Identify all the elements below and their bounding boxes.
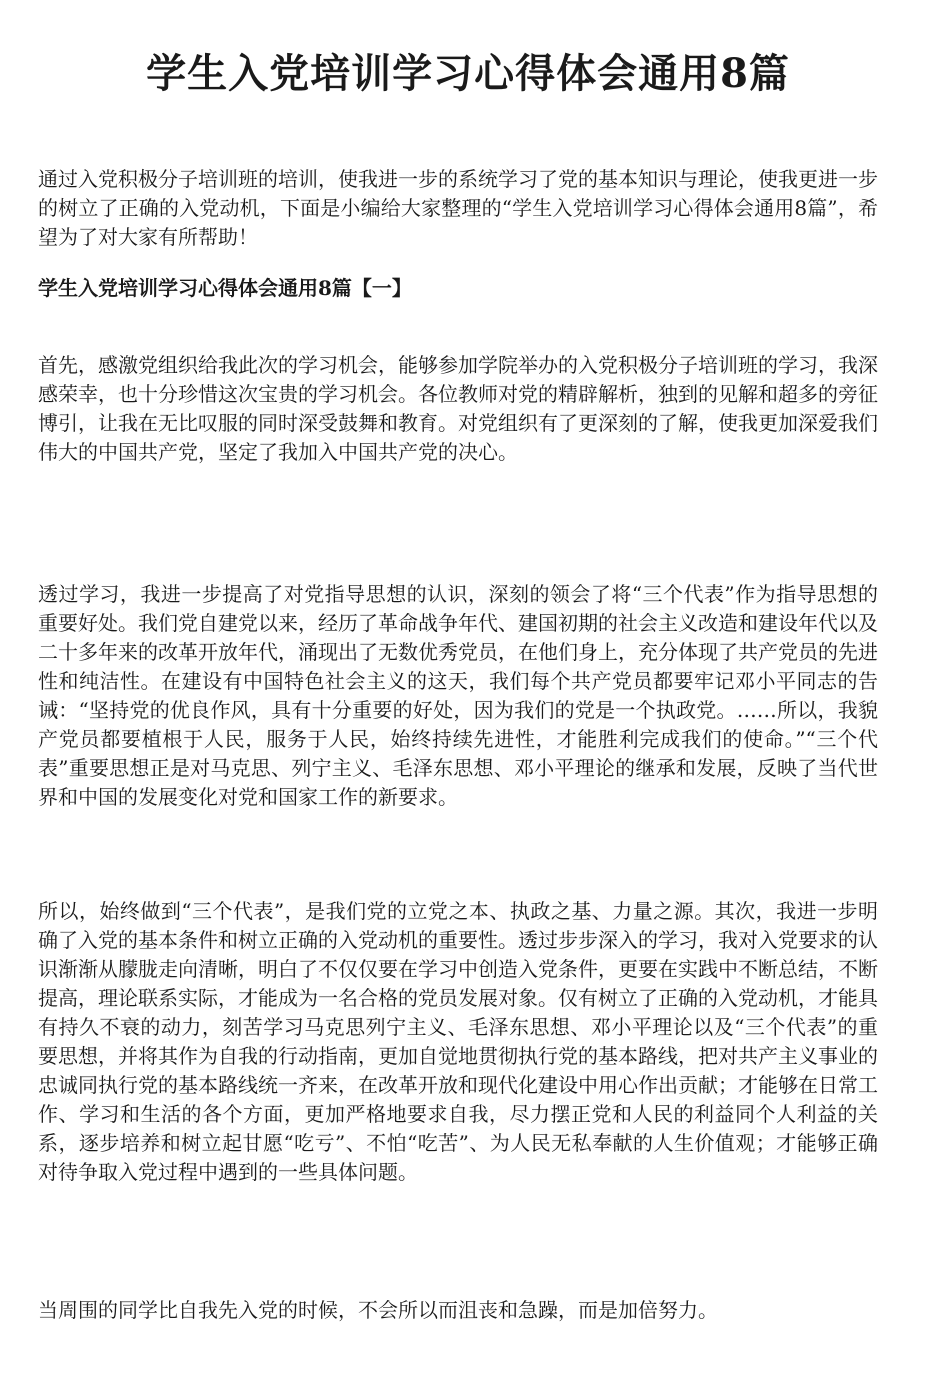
body-paragraph-1: 首先，感激党组织给我此次的学习机会，能够参加学院举办的入党积极分子培训班的学习，我深感荣幸，也十分珍惜这次宝贵的学习机会。各位教师对党的精辟解析，独到的见解和超多的旁征博引，让我在无比叹服的同时深受鼓舞和教育。对党组织有了更深刻的了解，使我更加深爱我们伟大的中国共产党，坚定了我加入中国共产党的决心。 — [38, 353, 878, 464]
body-paragraph-3: 所以，始终做到“三个代表”，是我们党的立党之本、执政之基、力量之源。其次，我进一步明确了入党的基本条件和树立正确的入党动机的重要性。透过步步深入的学习，我对入党要求的认识渐渐从朦胧走向清晰，明白了不仅仅要在学习中创造入党条件，更要在实践中不断总结，不断提高，理论联系实际，才能成为一名合格的党员发展对象。仅有树立了正确的入党动机，才能具有持久不衰的动力，刻苦学习马克思列宁主义、毛泽东思想、邓小平理论以及“三个代表”的重要思想，并将其作为自我的行动指南，更加自觉地贯彻执行党的基本路线，把对共产主义事业的忠诚同执行党的基本路线统一齐来，在改革开放和现代化建设中用心作出贡献；才能够在日常工作、学习和生活的各个方面，更加严格地要求自我，尽力摆正党和人民的利益同个人利益的关系，逐步培养和树立起甘愿“吃亏”、不怕“吃苦”、为人民无私奉献的人生价值观；才能够正确对待争取入党过程中遇到的一些具体问题。 — [38, 899, 878, 1184]
body-paragraph-2: 透过学习，我进一步提高了对党指导思想的认识，深刻的领会了将“三个代表”作为指导思想的重要好处。我们党自建党以来，经历了革命战争年代、建国初期的社会主义改造和建设年代以及二十多年来的改革开放年代，涌现出了无数优秀党员，在他们身上，充分体现了共产党员的先进性和纯洁性。在建设有中国特色社会主义的这天，我们每个共产党员都要牢记邓小平同志的告诫：“坚持党的优良作风，具有十分重要的好处，因为我们的党是一个执政党。……所以，我貌产党员都要植根于人民，服务于人民，始终持续先进性，才能胜利完成我们的使命。”“三个代表”重要思想正是对马克思、列宁主义、毛泽东思想、邓小平理论的继承和发展，反映了当代世界和中国的发展变化对党和国家工作的新要求。 — [38, 582, 878, 809]
section-heading: 学生入党培训学习心得体会通用8篇【一】 — [38, 276, 412, 300]
document-title: 学生入党培训学习心得体会通用8篇 — [146, 50, 790, 97]
body-paragraph-4: 当周围的同学比自我先入党的时候，不会所以而沮丧和急躁，而是加倍努力。 — [38, 1298, 718, 1322]
intro-paragraph: 通过入党积极分子培训班的培训，使我进一步的系统学习了党的基本知识与理论，使我更进一步的树立了正确的入党动机，下面是小编给大家整理的“学生入党培训学习心得体会通用8篇”，希望为了对大家有所帮助！ — [38, 167, 878, 249]
